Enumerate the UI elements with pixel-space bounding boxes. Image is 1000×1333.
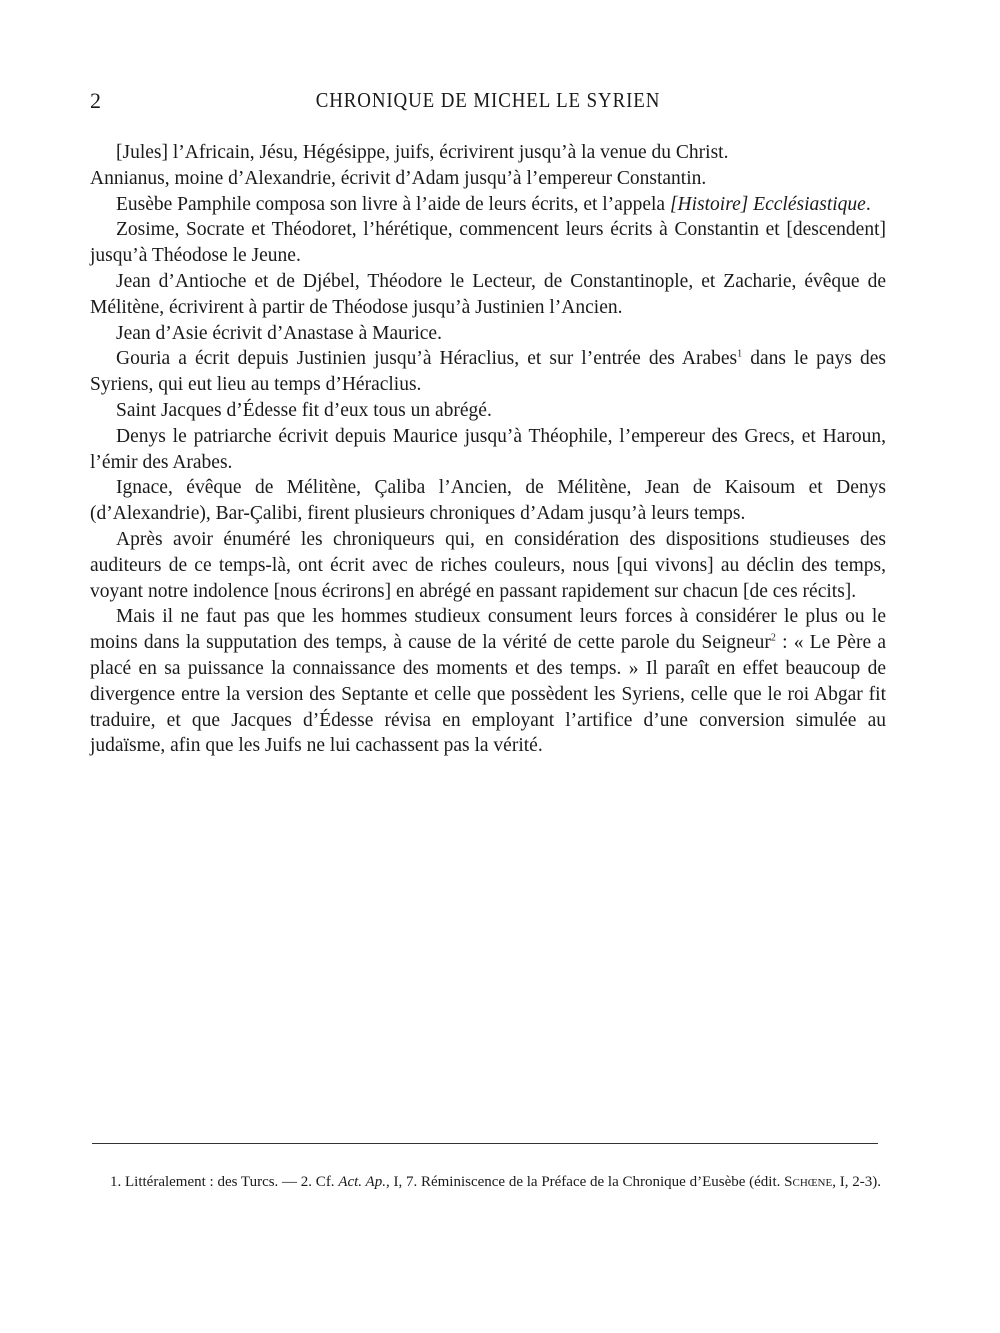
running-title: CHRONIQUE DE MICHEL LE SYRIEN: [315, 88, 661, 112]
footnote-text: 1. Littéralement : des Turcs. — 2. Cf. Act. Ap., I, 7. Réminiscence de la Préface de la Chronique d’Eusèbe (édit. Schœne, I, 2-3).: [110, 1174, 881, 1190]
page-header: [90, 88, 886, 118]
footnote-ref: 2: [770, 632, 776, 644]
paragraph: Gouria a écrit depuis Justinien jusqu’à Héraclius, et sur l’entrée des Arabes$^1$ dans le pays des Syriens, qui eut lieu au temps d’Héraclius.: [90, 348, 886, 396]
footnote-ref: 1: [737, 348, 743, 360]
footnote-divider: [92, 1143, 878, 1144]
body-text: [90, 140, 886, 759]
paragraph: Denys le patriarche écrivit depuis Maurice jusqu’à Théophile, l’empereur des Grecs, et Haroun, l’émir des Arabes.: [90, 425, 886, 473]
paragraph: Mais il ne faut pas que les hommes studieux consument leurs forces à considérer le plus ou le moins dans la supputation des temps, à cause de la vérité de cette parole du Seigneur$^2$ : « Le Père a placé en sa puissance la connaissance des moments et des temps. » Il paraît en effet beaucoup de divergence entre la version des Septante et celle que possèdent les Syriens, celle que le roi Abgar fit traduire, et que Jacques d’Édesse révisa en employant l’artifice d’une conversion simulée au judaïsme, afin que les Juifs ne lui cachassent pas la vérité.: [90, 606, 886, 757]
paragraph: Saint Jacques d’Édesse fit d’eux tous un abrégé.: [116, 399, 492, 421]
paragraph: [Jules] l’Africain, Jésu, Hégésippe, juifs, écrivirent jusqu’à la venue du Christ.: [116, 142, 729, 163]
page-number: 2: [90, 88, 101, 113]
paragraph: Zosime, Socrate et Théodoret, l’hérétique, commencent leurs écrits à Constantin et [descendent] jusqu’à Théodose le Jeune.: [90, 219, 886, 267]
paragraph: Ignace, évêque de Mélitène, Çaliba l’Ancien, de Mélitène, Jean de Kaisoum et Denys (d’Alexandrie), Bar-Çalibi, firent plusieurs chroniques d’Adam jusqu’à leurs temps.: [90, 477, 886, 525]
footnotes: [92, 1170, 884, 1194]
paragraph: Jean d’Antioche et de Djébel, Théodore le Lecteur, de Constantinople, et Zacharie, évêque de Mélitène, écrivirent à partir de Théodose jusqu’à Justinien l’Ancien.: [90, 270, 886, 318]
paragraph: Annianus, moine d’Alexandrie, écrivit d’Adam jusqu’à l’empereur Constantin.: [90, 167, 707, 189]
italic-title: [Histoire] Ecclésiastique: [669, 193, 866, 215]
paragraph: Après avoir énuméré les chroniqueurs qui, en considération des dispositions studieuses des auditeurs de ce temps-là, ont écrit avec de riches couleurs, nous [qui vivons] au déclin des temps, voyant notre indolence [nous écrirons] en abrégé en passant rapidement sur chacun [de ces récits].: [90, 528, 886, 602]
paragraph: Jean d’Asie écrivit d’Anastase à Maurice.: [116, 322, 442, 344]
paragraph: Eusèbe Pamphile composa son livre à l’aide de leurs écrits, et l’appela [Histoire] Ecclésiastique.: [116, 193, 871, 215]
